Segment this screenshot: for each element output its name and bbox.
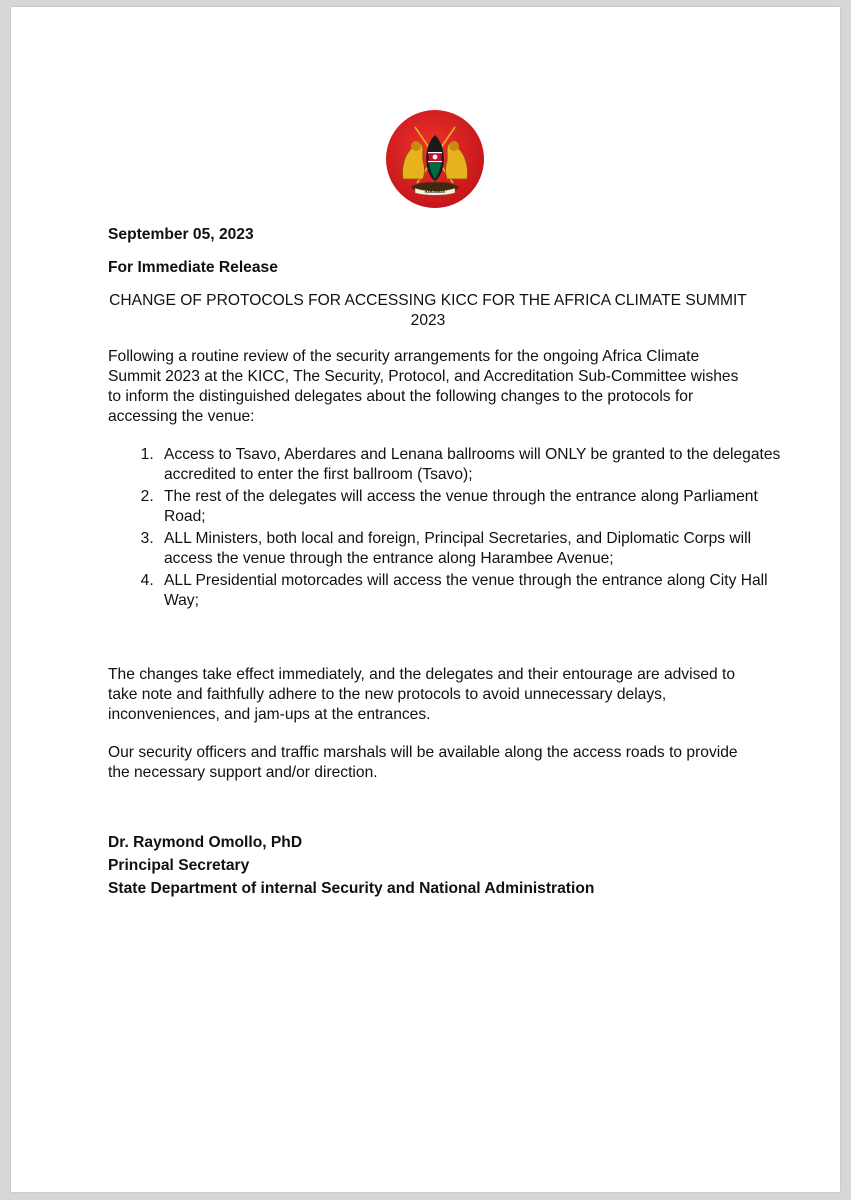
kenya-coat-of-arms-icon: [385, 109, 485, 209]
protocol-list: [108, 445, 798, 613]
signature-block: [108, 831, 594, 900]
seal-motto: HARAMBEE: [424, 190, 446, 194]
signatory-title: Principal Secretary: [108, 857, 250, 874]
release-label: For Immediate Release: [108, 259, 278, 276]
list-item: 2. The rest of the delegates will access the venue through the entrance along Parliament Road;: [158, 487, 798, 527]
signatory-name: Dr. Raymond Omollo, PhD: [108, 834, 303, 851]
document-headline: CHANGE OF PROTOCOLS FOR ACCESSING KICC FOR THE AFRICA CLIMATE SUMMIT 2023: [109, 292, 747, 329]
list-item: 3. ALL Ministers, both local and foreign, Principal Secretaries, and Diplomatic Corps will access the venue through the entrance along Harambee Avenue;: [158, 529, 798, 569]
press-release-page: [11, 7, 840, 1192]
support-paragraph: Our security officers and traffic marshals will be available along the access roads to provide the necessary support and/or direction.: [108, 744, 738, 781]
signatory-department: State Department of internal Security and National Administration: [108, 880, 595, 897]
release-date: September 05, 2023: [108, 226, 254, 243]
intro-paragraph: Following a routine review of the security arrangements for the ongoing Africa Climate Summit 2023 at the KICC, The Security, Protocol, and Accreditation Sub-Committee wishes to inform the distinguished delegates about the following changes to the protocols for accessing the venue:: [108, 348, 739, 425]
effect-paragraph: The changes take effect immediately, and the delegates and their entourage are advised to take note and faithfully adhere to the new protocols to avoid unnecessary delays, inconveniences, and jam-ups at the entrances.: [108, 666, 736, 723]
list-item: 4. ALL Presidential motorcades will access the venue through the entrance along City Hall Way;: [158, 571, 798, 611]
list-item: 1. Access to Tsavo, Aberdares and Lenana ballrooms will ONLY be granted to the delegates accredited to enter the first ballroom (Tsavo);: [158, 445, 798, 485]
